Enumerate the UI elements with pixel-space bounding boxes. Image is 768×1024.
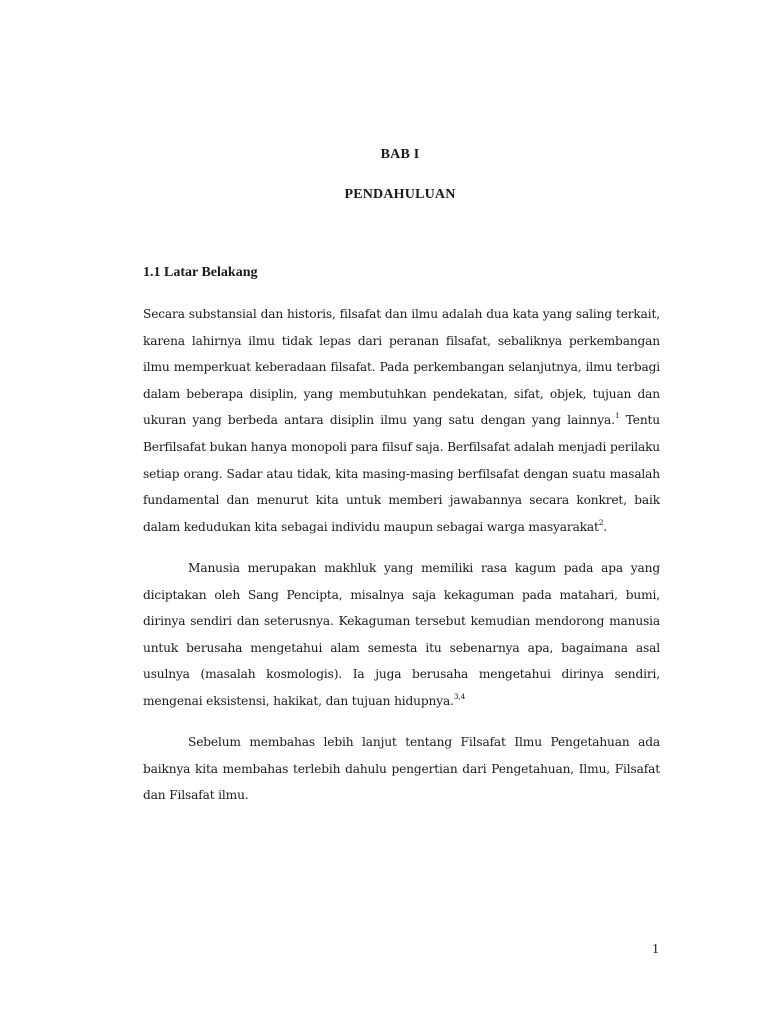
section-heading: 1.1 Latar Belakang [143,265,258,280]
chapter-title: PENDAHULUAN [344,187,456,202]
paragraph-1-text-a: Secara substansial dan historis, filsafat dan ilmu adalah dua kata yang saling terkait, karena lahirnya ilmu tidak lepas dari peranan filsafat, sebaliknya perkembangan ilmu memperkuat keberadaan filsafat. Pada perkembangan selanjutnya, ilmu terbagi dalam beberapa disiplin, yang membutuhkan pendekatan, sifat, objek, tujuan dan ukuran yang berbeda antara disiplin ilmu yang satu dengan yang lainnya. [143,307,660,428]
paragraph-1 [143,301,660,540]
chapter-number: BAB I [380,147,420,162]
footnote-ref-3-4: 3,4 [453,691,466,701]
paragraph-2 [143,555,660,715]
page-number: 1 [652,942,659,957]
footnote-ref-2: 2 [598,517,604,527]
footnote-ref-1: 1 [614,411,620,421]
paragraph-2-text: Manusia merupakan makhluk yang memiliki rasa kagum pada apa yang diciptakan oleh Sang Pencipta, misalnya saja kekaguman pada matahari, bumi, dirinya sendiri dan seterusnya. Kekaguman tersebut kemudian mendorong manusia untuk berusaha mengetahui alam semesta itu sebenarnya apa, bagaimana asal usulnya (masalah kosmologis). Ia juga berusaha mengetahui dirinya sendiri, mengenai eksistensi, hakikat, dan tujuan hidupnya. [143,561,660,708]
paragraph-3-text: Sebelum membahas lebih lanjut tentang Filsafat Ilmu Pengetahuan ada baiknya kita membahas terlebih dahulu pengertian dari Pengetahuan, Ilmu, Filsafat dan Filsafat ilmu. [143,735,660,803]
paragraph-3 [143,729,660,809]
paragraph-1-text-c: . [603,519,608,534]
paragraph-1-text-b: Tentu Berfilsafat bukan hanya monopoli para filsuf saja. Berfilsafat adalah menjadi perilaku setiap orang. Sadar atau tidak, kita masing-masing berfilsafat dengan suatu masalah fundamental dan menurut kita untuk memberi jawabannya secara konkret, baik dalam kedudukan kita sebagai individu maupun sebagai warga masyarakat [143,413,661,534]
